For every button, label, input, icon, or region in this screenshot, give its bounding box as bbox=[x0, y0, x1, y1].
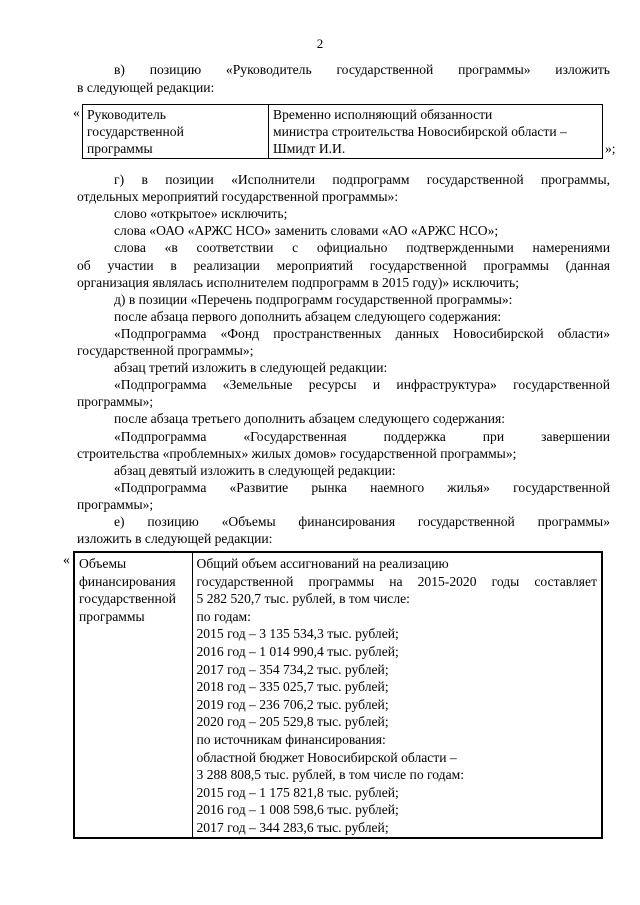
leader-label-line: программы bbox=[87, 141, 153, 156]
leader-label-line: Руководитель bbox=[87, 107, 166, 122]
financing-value-line: Общий объем ассигнований на реализацию bbox=[196, 556, 449, 571]
financing-value-line: 2015 год – 1 175 821,8 тыс. рублей; bbox=[196, 784, 399, 800]
body-line: «Подпрограмма «Земельные ресурсы и инфраструктура» государственной bbox=[114, 377, 610, 393]
body-line: слово «открытое» исключить; bbox=[114, 206, 288, 222]
close-quote-1: »; bbox=[605, 141, 616, 156]
financing-label-line: финансирования bbox=[79, 573, 176, 589]
financing-value-line: по годам: bbox=[196, 608, 251, 624]
financing-label-line: государственной bbox=[79, 591, 176, 607]
body-line: г) в позиции «Исполнители подпрограмм государственной программы, bbox=[114, 172, 610, 187]
body-line: «Подпрограмма «Фонд пространственных данных Новосибирской области» bbox=[114, 325, 610, 341]
financing-table-label-cell bbox=[74, 552, 192, 838]
body-line: д) в позиции «Перечень подпрограмм государственной программы»: bbox=[114, 291, 513, 307]
financing-value-line: 2016 год – 1 014 990,4 тыс. рублей; bbox=[196, 643, 399, 659]
financing-value-line: государственной программы на 2015-2020 годы составляет bbox=[196, 573, 597, 589]
financing-label-line: Объемы bbox=[79, 556, 127, 571]
financing-table bbox=[73, 551, 603, 839]
financing-value-line: 2020 год – 205 529,8 тыс. рублей; bbox=[196, 714, 389, 730]
financing-label-line: программы bbox=[79, 608, 145, 624]
body-line: программы»; bbox=[77, 394, 154, 410]
leader-table bbox=[82, 104, 603, 159]
body-line: программы»; bbox=[77, 496, 154, 512]
body-line: изложить в следующей редакции: bbox=[77, 531, 273, 547]
leader-table-value-cell bbox=[269, 105, 603, 159]
financing-value-line: 2015 год – 3 135 534,3 тыс. рублей; bbox=[196, 626, 399, 642]
body-line: отдельных мероприятий государственной программы»: bbox=[77, 189, 399, 205]
body-line: слова «ОАО «АРЖС НСО» заменить словами «АО «АРЖС НСО»; bbox=[114, 223, 499, 239]
body-line: строительства «проблемных» жилых домов» государственной программы»; bbox=[77, 445, 517, 461]
financing-value-line: 2017 год – 354 734,2 тыс. рублей; bbox=[196, 661, 389, 677]
leader-value-line: Шмидт И.И. bbox=[273, 141, 346, 156]
paragraph-v-line-1: в) позицию «Руководитель государственной программы» изложить bbox=[114, 62, 610, 77]
body-line: абзац девятый изложить в следующей редакции: bbox=[114, 462, 396, 478]
body-line: об участии в реализации мероприятий государственной программы (данная bbox=[77, 257, 610, 273]
financing-table-value-cell bbox=[192, 552, 602, 838]
financing-value-line: 3 288 808,5 тыс. рублей, в том числе по годам: bbox=[196, 767, 464, 783]
financing-value-line: 5 282 520,7 тыс. рублей, в том числе: bbox=[196, 591, 410, 607]
leader-table-label-cell bbox=[83, 105, 269, 159]
body-line: организация являлась исполнителем подпрограмм в 2015 году)» исключить; bbox=[77, 274, 519, 290]
body-line: «Подпрограмма «Государственная поддержка при завершении bbox=[114, 428, 610, 444]
paragraph-v-line-2: в следующей редакции: bbox=[77, 80, 215, 95]
financing-value-line: 2017 год – 344 283,6 тыс. рублей; bbox=[196, 819, 389, 835]
open-quote-2: « bbox=[63, 552, 70, 567]
open-quote-1: « bbox=[73, 105, 80, 120]
leader-value-line: Временно исполняющий обязанности bbox=[273, 107, 493, 122]
financing-value-line: 2016 год – 1 008 598,6 тыс. рублей; bbox=[196, 802, 399, 818]
leader-value-line: министра строительства Новосибирской области – bbox=[273, 124, 567, 139]
body-line: е) позицию «Объемы финансирования государственной программы» bbox=[114, 514, 610, 529]
body-line: государственной программы»; bbox=[77, 343, 254, 358]
body-line: абзац третий изложить в следующей редакции: bbox=[114, 360, 388, 376]
financing-value-line: 2019 год – 236 706,2 тыс. рублей; bbox=[196, 696, 389, 712]
financing-value-line: по источникам финансирования: bbox=[196, 731, 386, 747]
body-line: слова «в соответствии с официально подтвержденными намерениями bbox=[114, 240, 610, 256]
body-line: после абзаца первого дополнить абзацем следующего содержания: bbox=[114, 308, 502, 324]
financing-value-line: 2018 год – 335 025,7 тыс. рублей; bbox=[196, 679, 389, 695]
body-line: «Подпрограмма «Развитие рынка наемного жилья» государственной bbox=[114, 479, 610, 495]
leader-label-line: государственной bbox=[87, 124, 184, 139]
page-number: 2 bbox=[316, 36, 324, 51]
financing-value-line: областной бюджет Новосибирской области – bbox=[196, 749, 457, 765]
body-line: после абзаца третьего дополнить абзацем следующего содержания: bbox=[114, 411, 506, 427]
